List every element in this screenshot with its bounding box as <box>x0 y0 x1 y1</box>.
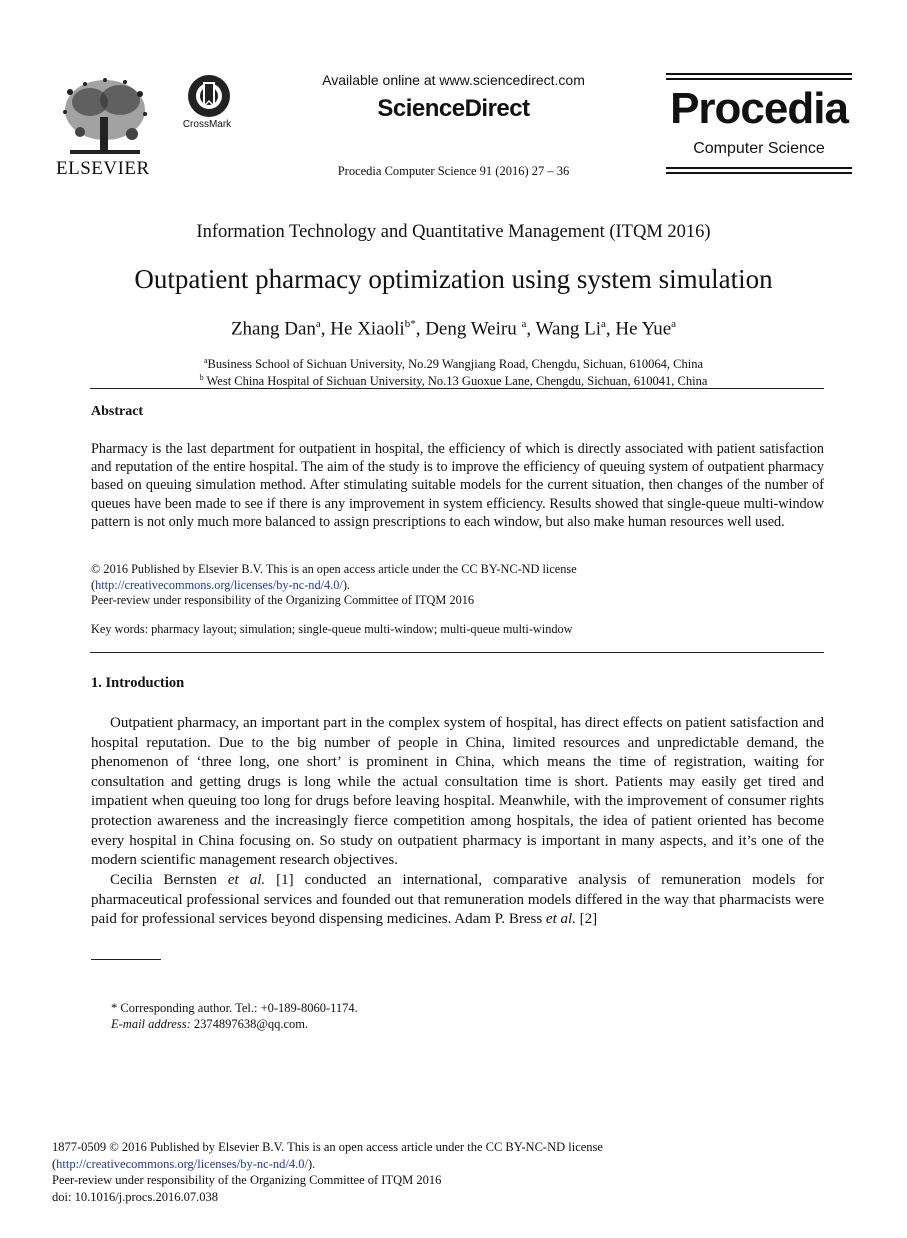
license-block <box>91 562 831 609</box>
author-sup: a <box>671 318 677 330</box>
procedia-title: Procedia <box>670 84 848 133</box>
license-link[interactable]: http://creativecommons.org/licenses/by-nc-nd/4.0/ <box>95 577 343 592</box>
divider <box>90 652 824 653</box>
intro-paragraph: Outpatient pharmacy, an important part in the complex system of hospital, has direct effects on patient satisfaction and hospital reputation. Due to the big number of people in China, limited resources and unpredictable demand, the phenomenon of ‘three long, one short’ is prominent in China, which means the time of registration, waiting for consultation and getting drugs is long while the actual consultation time is short. Patients may easily get tired and impatient when queuing too long for drugs before leaving hospital. Meanwhile, with the improvement of consumer rights protection awareness and the increasingly fierce competition among hospitals, the idea of patient oriented has become every hospital in China focusing on. So study on outpatient pharmacy is important in many aspects, and it’s one of the modern scientific management research objectives. <box>91 715 824 869</box>
author: Wang Li <box>535 318 602 340</box>
etal: et al. <box>545 911 576 928</box>
affiliation <box>0 356 907 372</box>
section-heading: 1. Introduction <box>91 675 185 691</box>
license-url-line <box>91 578 831 594</box>
author-sup: a <box>601 318 606 330</box>
affiliation-text: Business School of Sichuan University, No.29 Wangjiang Road, Chengdu, Sichuan, 610064, China <box>207 357 704 372</box>
author-sup: a <box>315 318 321 330</box>
affiliation-sup: a <box>203 356 208 365</box>
author: He Xiaoli <box>330 318 405 340</box>
footer-license-link[interactable]: http://creativecommons.org/licenses/by-nc-nd/4.0/ <box>56 1156 308 1171</box>
text: [1] conducted an international, comparative analysis of remuneration models for pharmaceutical professional services and founded out that remuneration models differed in the way that pharmacists were paid for professional services beyond dispensing medicines. Adam P. Bress <box>91 872 824 928</box>
paren: ( <box>91 577 96 592</box>
email-line <box>111 1017 308 1032</box>
author-list <box>0 318 907 340</box>
etal: et al. <box>227 872 266 888</box>
abstract-heading: Abstract <box>91 404 144 419</box>
publisher-name: ELSEVIER <box>56 158 150 179</box>
affiliation-text: West China Hospital of Sichuan University, No.13 Guoxue Lane, Chengdu, Sichuan, 610041, China <box>203 374 708 389</box>
doi: doi: 10.1016/j.procs.2016.07.038 <box>52 1189 218 1204</box>
procedia-rule <box>666 73 852 75</box>
peer-review-line: Peer-review under responsibility of the Organizing Committee of ITQM 2016 <box>91 593 475 607</box>
sciencedirect-logo: ScienceDirect <box>377 95 530 122</box>
procedia-rule <box>666 172 852 174</box>
paren: ). <box>307 1156 316 1171</box>
procedia-subtitle: Computer Science <box>693 140 825 157</box>
available-online-line: Available online at www.sciencedirect.com <box>322 72 585 88</box>
corresponding-author: * Corresponding author. Tel.: +0-189-8060-1174. <box>111 1001 358 1015</box>
text: [2] <box>575 911 598 928</box>
email: 2374897638@qq.com. <box>190 1017 309 1031</box>
footnote-rule <box>91 959 161 960</box>
footer-line: 1877-0509 © 2016 Published by Elsevier B.V. This is an open access article under the CC BY-NC-ND license <box>52 1140 603 1154</box>
journal-reference: Procedia Computer Science 91 (2016) 27 – 36 <box>337 164 570 178</box>
intro-paragraph <box>91 871 824 930</box>
abstract-text: Pharmacy is the last department for outpatient in hospital, the efficiency of which is directly associated with patient satisfaction and reputation of the entire hospital. The aim of the study is to improve the efficiency of queuing system of outpatient pharmacy based on queuing simulation method. After stimulating suitable models for the current situation, then changes of the number of queues have been made to see if there is any improvement in system efficiency. Results showed that single-queue multi-window pattern is not only much more balanced to assign prescriptions to each window, but also make human resources well used. <box>91 441 824 530</box>
license-line: © 2016 Published by Elsevier B.V. This is an open access article under the CC BY-NC-ND license <box>91 562 577 576</box>
author-separator: , <box>320 318 331 340</box>
author-sup: a <box>521 318 527 330</box>
author-sup: b* <box>404 318 416 330</box>
author-separator: , <box>415 318 426 340</box>
author-separator: , <box>605 318 616 340</box>
author: He Yue <box>615 318 672 340</box>
affiliation-sup: b <box>199 373 204 382</box>
crossmark-label: CrossMark <box>182 119 232 130</box>
footer-url-line <box>52 1156 872 1173</box>
paren: ( <box>52 1156 57 1171</box>
paren: ). <box>342 577 350 592</box>
procedia-rule <box>666 167 852 169</box>
author: Zhang Dan <box>230 318 316 340</box>
procedia-rule <box>666 78 852 80</box>
affiliation <box>0 373 907 389</box>
author: Deng Weiru <box>425 318 522 340</box>
conference-name: Information Technology and Quantitative Management (ITQM 2016) <box>196 222 711 242</box>
keywords: Key words: pharmacy layout; simulation; single-queue multi-window; multi-queue multi-window <box>91 622 573 636</box>
email-label: E-mail address: <box>111 1017 191 1031</box>
author-separator: , <box>526 318 536 340</box>
page-footer <box>52 1139 872 1205</box>
divider <box>90 388 824 389</box>
text: Cecilia Bernsten <box>110 872 228 888</box>
footer-peer-review: Peer-review under responsibility of the Organizing Committee of ITQM 2016 <box>52 1173 442 1187</box>
paper-title: Outpatient pharmacy optimization using system simulation <box>134 264 773 294</box>
